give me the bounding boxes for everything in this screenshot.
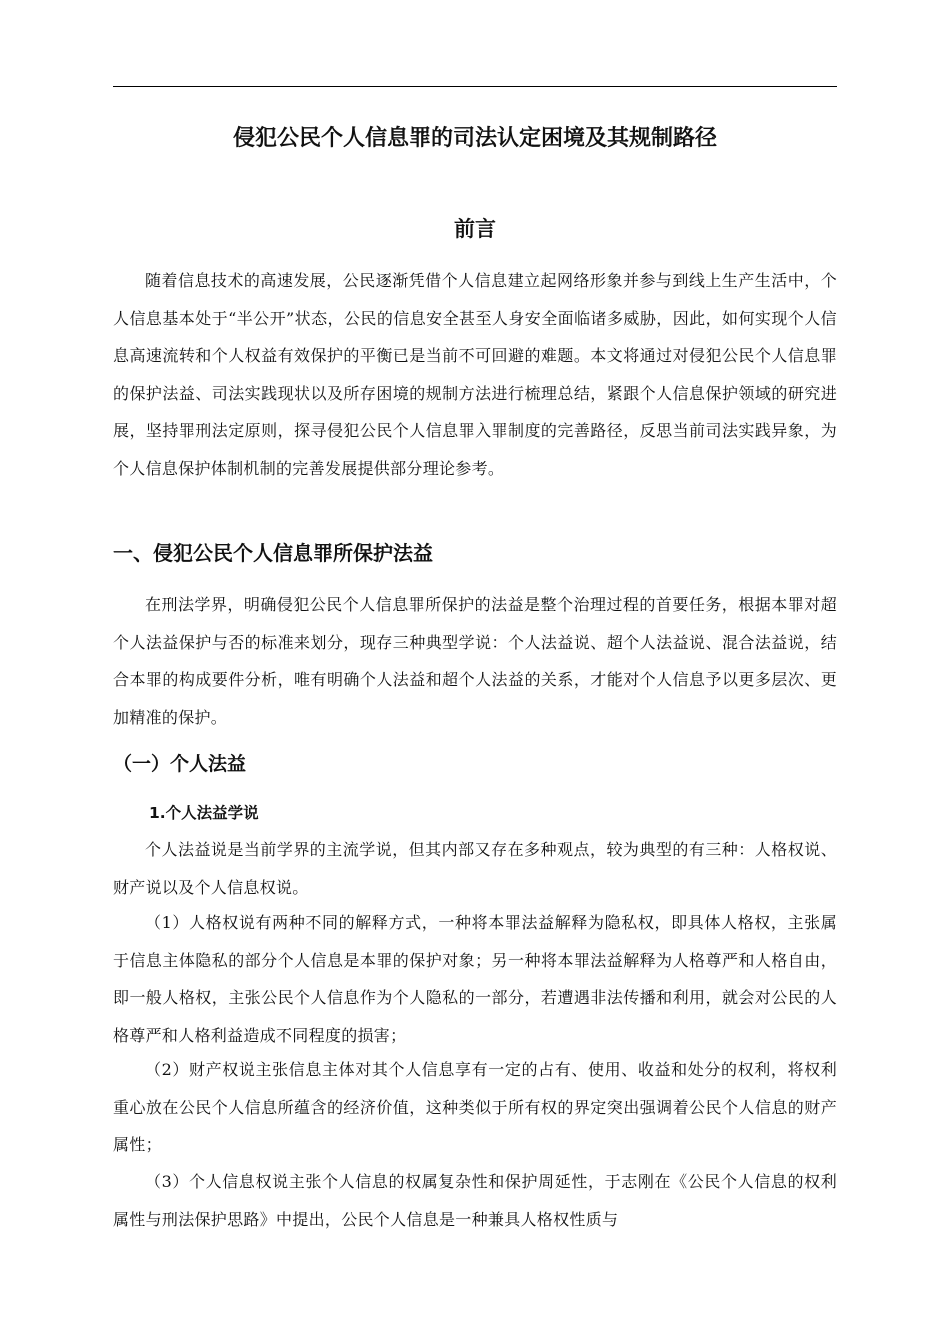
section-1-intro-paragraph: 在刑法学界，明确侵犯公民个人信息罪所保护的法益是整个治理过程的首要任务，根据本罪对超个人法益保护与否的标准来划分，现存三种典型学说：个人法益说、超个人法益说、混合法益说，结合本罪的构成要件分析，唯有明确个人法益和超个人法益的关系，才能对个人信息予以更多层次、更加精准的保护。 (113, 595, 837, 727)
subsection-1-heading: （一）个人法益 (113, 753, 247, 775)
header-rule (113, 86, 837, 87)
section-1-heading: 一、侵犯公民个人信息罪所保护法益 (113, 541, 433, 565)
paragraph-property-right-theory: （2）财产权说主张信息主体对其个人信息享有一定的占有、使用、收益和处分的权利，将权利重心放在公民个人信息所蕴含的经济价值，这种类似于所有权的界定突出强调着公民个人信息的财产属性； (113, 1060, 837, 1154)
preface-heading: 前言 (454, 217, 496, 241)
preface-paragraph: 随着信息技术的高速发展，公民逐渐凭借个人信息建立起网络形象并参与到线上生产生活中，个人信息基本处于“半公开”状态，公民的信息安全甚至人身安全面临诸多威胁，因此，如何实现个人信息高速流转和个人权益有效保护的平衡已是当前不可回避的难题。本文将通过对侵犯公民个人信息罪的保护法益、司法实践现状以及所存困境的规制方法进行梳理总结，紧跟个人信息保护领域的研究进展，坚持罪刑法定原则，探寻侵犯公民个人信息罪入罪制度的完善路径，反思当前司法实践异象，为个人信息保护体制机制的完善发展提供部分理论参考。 (113, 271, 837, 478)
paragraph-information-right-theory: （3）个人信息权说主张个人信息的权属复杂性和保护周延性，于志刚在《公民个人信息的权利属性与刑法保护思路》中提出，公民个人信息是一种兼具人格权性质与 (113, 1172, 837, 1229)
document-title: 侵犯公民个人信息罪的司法认定困境及其规制路径 (232, 126, 717, 151)
subsubsection-heading: 1.个人法益学说 (149, 804, 259, 822)
paragraph-personality-right-theory: （1）人格权说有两种不同的解释方式，一种将本罪法益解释为隐私权，即具体人格权，主张属于信息主体隐私的部分个人信息是本罪的保护对象；另一种将本罪法益解释为人格尊严和人格自由，即一般人格权，主张公民个人信息作为个人隐私的一部分，若遭遇非法传播和利用，就会对公民的人格尊严和人格利益造成不同程度的损害； (113, 913, 837, 1045)
paragraph-personal-interest-theory: 个人法益说是当前学界的主流学说，但其内部又存在多种观点，较为典型的有三种：人格权说、财产说以及个人信息权说。 (113, 840, 837, 897)
